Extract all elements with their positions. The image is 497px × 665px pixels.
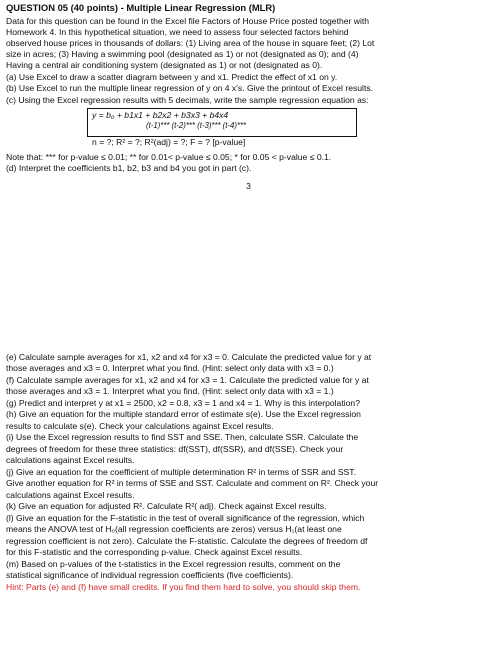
t-statistics-row: (t-1)*** (t-2)*** (t-3)*** (t-4)*** (146, 121, 247, 130)
fit-statistics-row: n = ?; R² = ?; R²(adj) = ?; F = ? [p-value] (92, 137, 246, 147)
part-b-text: (b) Use Excel to run the multiple linear regression of y on 4 x's. Give the printout of Excel results. (6, 83, 374, 93)
part-j-text: (j) Give an equation for the coefficient of multiple determination R² in terms of SSR and SST. (6, 467, 356, 477)
part-m-text: statistical significance of individual regression coefficients (five coefficients). (6, 570, 294, 580)
part-a-text: (a) Use Excel to draw a scatter diagram between y and x1. Predict the effect of x1 on y. (6, 72, 338, 82)
part-e-text: (e) Calculate sample averages for x1, x2 and x4 for x3 = 0. Calculate the predicted value for y at (6, 352, 372, 362)
hint-text: Hint: Parts (e) and (f) have small credits. If you find them hard to solve, you should skip them. (6, 582, 361, 592)
part-j-text: Give another equation for R² in terms of SSE and SST. Calculate and comment on R². Check your (6, 478, 379, 488)
page-gap (0, 238, 497, 312)
question-text-line: Having a central air conditioning system (designated as 1) or not (designated as 0). (6, 60, 323, 70)
question-page-1 (0, 0, 497, 238)
question-page-2 (0, 312, 497, 665)
part-i-text: (i) Use the Excel regression results to find SST and SSE. Then, calculate SSR. Calculate the (6, 432, 359, 442)
part-l-text: (l) Give an equation for the F-statistic in the test of overall significance of the regression, which (6, 513, 365, 523)
part-g-text: (g) Predict and interpret y at x1 = 2500, x2 = 0.8, x3 = 1 and x4 = 1. Why is this interpolation? (6, 398, 360, 408)
question-text-line: observed house prices in thousands of dollars: (1) Living area of the house in square feet; (2) Lot (6, 38, 375, 48)
significance-note: Note that: *** for p-value ≤ 0.01; ** for 0.01< p-value ≤ 0.05; * for 0.05 < p-value ≤ 0.1. (6, 152, 332, 162)
part-m-text: (m) Based on p-values of the t-statistics in the Excel regression results, comment on the (6, 559, 341, 569)
question-text-line: Homework 4. In this hypothetical situation, we need to assess four selected factors behind (6, 27, 349, 37)
part-f-text: (f) Calculate sample averages for x1, x2 and x4 for x3 = 1. Calculate the predicted value for y at (6, 375, 369, 385)
regression-equation: y = b₀ + b1x1 + b2x2 + b3x3 + b4x4 (92, 110, 229, 120)
part-i-text: calculations against Excel results. (6, 455, 135, 465)
part-h-text: (h) Give an equation for the multiple standard error of estimate s(e). Use the Excel regression (6, 409, 361, 419)
part-l-text: means the ANOVA test of H₀(all regression coefficients are zeros) versus H₁(at least one (6, 524, 342, 534)
part-l-text: for this F-statistic and the corresponding p-value. Check against Excel results. (6, 547, 303, 557)
question-text-line: Data for this question can be found in the Excel file Factors of House Price posted together with (6, 16, 370, 26)
part-k-text: (k) Give an equation for adjusted R². Calculate R²( adj). Check against Excel results. (6, 501, 327, 511)
part-d-text: (d) Interpret the coefficients b1, b2, b3 and b4 you got in part (c). (6, 163, 252, 173)
part-f-text: those averages and x3 = 1. Interpret what you find. (Hint: select only data with x3 = 1.) (6, 386, 334, 396)
part-i-text: degrees of freedom for these three statistics: df(SST), df(SSR), and df(SSE). Check your (6, 444, 344, 454)
page-number: 3 (246, 181, 251, 191)
part-c-text: (c) Using the Excel regression results with 5 decimals, write the sample regression equation as: (6, 95, 369, 105)
question-text-line: size in acres; (3) Having a swimming pool (designated as 1) or not (designated as 0); and (4) (6, 49, 359, 59)
regression-equation-box (87, 108, 357, 137)
part-l-text: regression coefficient is not zero). Calculate the F-statistic. Calculate the degrees of freedom df (6, 536, 368, 546)
part-j-text: calculations against Excel results. (6, 490, 135, 500)
question-title: QUESTION 05 (40 points) - Multiple Linear Regression (MLR) (6, 2, 276, 13)
part-e-text: those averages and x3 = 0. Interpret what you find. (Hint: select only data with x3 = 0.) (6, 363, 334, 373)
part-h-text: results to calculate s(e). Check your calculations against Excel results. (6, 421, 274, 431)
